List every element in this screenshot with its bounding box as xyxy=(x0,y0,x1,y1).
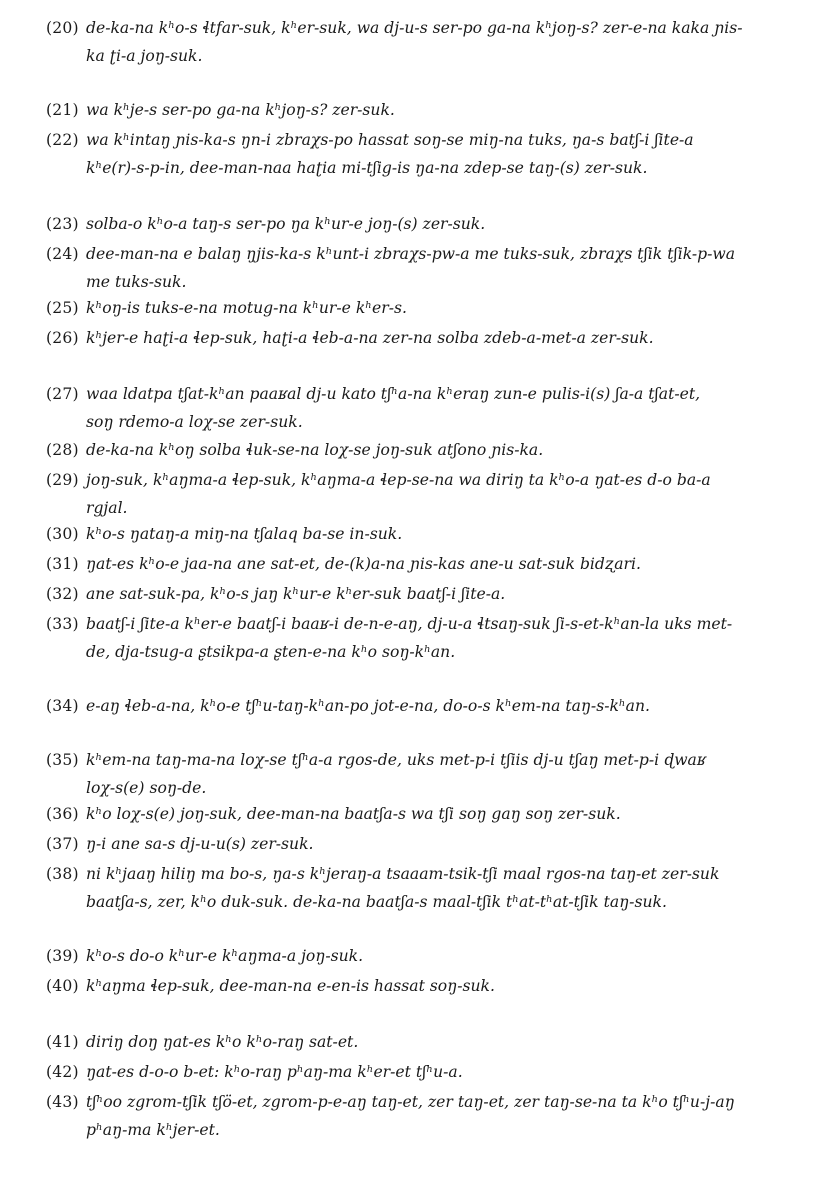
example-text: kʰo loχ-s(e) joŋ-suk, dee-man-na baatʃa-s wa tʃi soŋ gaŋ soŋ zer-suk. xyxy=(86,805,621,823)
example-number: (30) xyxy=(46,525,79,543)
example-text: wa kʰintaŋ ɲis-ka-s ŋn-i zbraχs-po hassat soŋ-se miŋ-na tuks, ŋa-s batʃ-i ʃite-a xyxy=(86,131,694,149)
example-number: (33) xyxy=(46,615,79,633)
example-text: solba-o kʰo-a taŋ-s ser-po ŋa kʰur-e joŋ-(s) zer-suk. xyxy=(86,215,486,233)
example-text: kʰem-na taŋ-ma-na loχ-se tʃʰa-a rgos-de, uks met-p-i tʃiis dj-u tʃaŋ met-p-i ɖwaʁ xyxy=(86,751,706,769)
example-text: soŋ rdemo-a loχ-se zer-suk. xyxy=(86,413,303,431)
example-number: (21) xyxy=(46,101,79,119)
example-number: (20) xyxy=(46,19,79,37)
example-number: (32) xyxy=(46,585,79,603)
example-text: rgjal. xyxy=(86,499,128,517)
example-number: (36) xyxy=(46,805,79,823)
example-text: ŋat-es d-o-o b-et: kʰo-raŋ pʰaŋ-ma kʰer-et tʃʰu-a. xyxy=(86,1063,463,1081)
example-number: (23) xyxy=(46,215,79,233)
example-text: kʰo-s ŋataŋ-a miŋ-na tʃalaq ba-se in-suk. xyxy=(86,525,403,543)
example-text: baatʃ-i ʃite-a kʰer-e baatʃ-i baaʁ-i de-n-e-aŋ, dj-u-a ɬtsaŋ-suk ʃi-s-et-kʰan-la uks met- xyxy=(86,615,733,633)
example-text: pʰaŋ-ma kʰjer-et. xyxy=(86,1121,220,1139)
example-number: (38) xyxy=(46,865,79,883)
example-text: wa kʰje-s ser-po ga-na kʰjoŋ-s? zer-suk. xyxy=(86,101,395,119)
example-text: dee-man-na e balaŋ ŋjis-ka-s kʰunt-i zbraχs-pw-a me tuks-suk, zbraχs tʃik tʃik-p-wa xyxy=(86,245,736,263)
example-text: ŋat-es kʰo-e jaa-na ane sat-et, de-(k)a-na ɲis-kas ane-u sat-suk bidʐari. xyxy=(86,555,641,573)
example-text: baatʃa-s, zer, kʰo duk-suk. de-ka-na baatʃa-s maal-tʃik tʰat-tʰat-tʃik taŋ-suk. xyxy=(86,893,667,911)
example-text: loχ-s(e) soŋ-de. xyxy=(86,779,207,797)
example-text: diriŋ doŋ ŋat-es kʰo kʰo-raŋ sat-et. xyxy=(86,1033,359,1051)
example-number: (28) xyxy=(46,441,79,459)
example-text: ka ʈi-a joŋ-suk. xyxy=(86,47,203,65)
example-text: de, dja-tsug-a ʂtsikpa-a ʂten-e-na kʰo soŋ-kʰan. xyxy=(86,643,456,661)
example-text: ni kʰjaaŋ hiliŋ ma bo-s, ŋa-s kʰjeraŋ-a tsaaam-tsik-tʃi maal rgos-na taŋ-et zer-suk xyxy=(86,865,720,883)
example-text: kʰaŋma ɬep-suk, dee-man-na e-en-is hassat soŋ-suk. xyxy=(86,977,495,995)
example-text: ŋ-i ane sa-s dj-u-u(s) zer-suk. xyxy=(86,835,314,853)
example-number: (41) xyxy=(46,1033,79,1051)
example-number: (27) xyxy=(46,385,79,403)
example-number: (31) xyxy=(46,555,79,573)
example-number: (34) xyxy=(46,697,79,715)
example-number: (25) xyxy=(46,299,79,317)
example-number: (29) xyxy=(46,471,79,489)
example-number: (35) xyxy=(46,751,79,769)
example-number: (40) xyxy=(46,977,79,995)
example-number: (22) xyxy=(46,131,79,149)
example-number: (37) xyxy=(46,835,79,853)
example-text: ane sat-suk-pa, kʰo-s jaŋ kʰur-e kʰer-suk baatʃ-i ʃite-a. xyxy=(86,585,506,603)
example-text: tʃʰoo zgrom-tʃik tʃö-et, zgrom-p-e-aŋ taŋ-et, zer taŋ-et, zer taŋ-se-na ta kʰo tʃʰu-j-aŋ xyxy=(86,1093,735,1111)
example-text: kʰoŋ-is tuks-e-na motug-na kʰur-e kʰer-s. xyxy=(86,299,407,317)
example-text: e-aŋ ɬeb-a-na, kʰo-e tʃʰu-taŋ-kʰan-po jot-e-na, do-o-s kʰem-na taŋ-s-kʰan. xyxy=(86,697,650,715)
example-text: de-ka-na kʰo-s ɬtfar-suk, kʰer-suk, wa dj-u-s ser-po ga-na kʰjoŋ-s? zer-e-na kaka ɲis- xyxy=(86,19,743,37)
example-number: (24) xyxy=(46,245,79,263)
example-number: (43) xyxy=(46,1093,79,1111)
example-text: joŋ-suk, kʰaŋma-a ɬep-suk, kʰaŋma-a ɬep-se-na wa diriŋ ta kʰo-a ŋat-es d-o ba-a xyxy=(86,471,711,489)
example-number: (42) xyxy=(46,1063,79,1081)
example-text: waa ldatpa tʃat-kʰan paaʁal dj-u kato tʃʰa-na kʰeraŋ zun-e pulis-i(s) ʃa-a tʃat-et, xyxy=(86,385,701,403)
example-number: (39) xyxy=(46,947,79,965)
example-text: kʰo-s do-o kʰur-e kʰaŋma-a joŋ-suk. xyxy=(86,947,364,965)
example-text: de-ka-na kʰoŋ solba ɬuk-se-na loχ-se joŋ-suk atʃono ɲis-ka. xyxy=(86,441,544,459)
example-number: (26) xyxy=(46,329,79,347)
example-text: kʰe(r)-s-p-in, dee-man-naa haʈia mi-tʃig-is ŋa-na zdep-se taŋ-(s) zer-suk. xyxy=(86,159,648,177)
example-text: me tuks-suk. xyxy=(86,273,187,291)
example-text: kʰjer-e haʈi-a ɬep-suk, haʈi-a ɬeb-a-na zer-na solba zdeb-a-met-a zer-suk. xyxy=(86,329,654,347)
